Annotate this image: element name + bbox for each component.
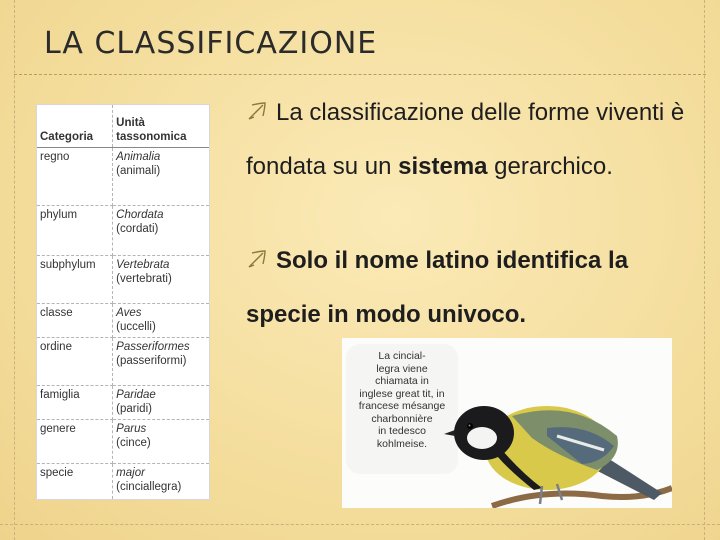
bullet-1-text: La classificazione delle forme viventi è fondata su un: [246, 99, 685, 180]
bullet-latin-name: [246, 234, 686, 342]
row-category: regno: [37, 147, 113, 205]
table-row: [37, 419, 209, 463]
frame-bottom-border: [0, 524, 720, 526]
row-category: phylum: [37, 205, 113, 255]
slide-title: LA CLASSIFICAZIONE: [44, 26, 378, 61]
table-row: [37, 337, 209, 385]
table-row: [37, 205, 209, 255]
header-unita: Unità tassonomica: [113, 105, 209, 147]
table-row: [37, 385, 209, 419]
frame-right-border: [704, 0, 706, 540]
row-unit: Chordata (cordati): [113, 205, 209, 255]
row-category: ordine: [37, 337, 113, 385]
header-categoria: Categoria: [37, 105, 113, 147]
taxonomy-table: [36, 104, 210, 500]
quill-bullet-icon: [246, 248, 268, 270]
bullet-1-bold: sistema: [398, 153, 488, 180]
table-row: [37, 147, 209, 205]
title-divider: [14, 74, 706, 76]
table-row: [37, 303, 209, 337]
table-row: [37, 463, 209, 499]
row-category: classe: [37, 303, 113, 337]
row-unit: Passeriformes (passeriformi): [113, 337, 209, 385]
row-category: famiglia: [37, 385, 113, 419]
great-tit-photo: [342, 338, 672, 508]
table-row: [37, 255, 209, 303]
row-category: specie: [37, 463, 113, 499]
row-category: genere: [37, 419, 113, 463]
row-unit: Aves (uccelli): [113, 303, 209, 337]
row-unit: major (cinciallegra): [116, 466, 182, 493]
row-unit: Vertebrata (vertebrati): [113, 255, 209, 303]
row-category: subphylum: [37, 255, 113, 303]
bullet-2-text: Solo il nome latino identifica la specie in modo univoco.: [246, 247, 629, 328]
quill-bullet-icon: [246, 100, 268, 122]
bullet-1-suffix: gerarchico.: [487, 153, 613, 180]
frame-left-border: [14, 0, 16, 540]
row-unit: Paridae (paridi): [113, 385, 209, 419]
photo-caption: La cincial- legra viene chiamata in inglese great tit, in francese mésange charbonnière in tedesco kohlmeise.: [358, 350, 446, 450]
row-unit: Animalia (animali): [113, 147, 209, 205]
bullet-classification: [246, 86, 686, 194]
great-tit-bird-illustration: [342, 338, 672, 508]
row-unit: Parus (cince): [113, 419, 209, 463]
table-header-row: [37, 105, 209, 147]
